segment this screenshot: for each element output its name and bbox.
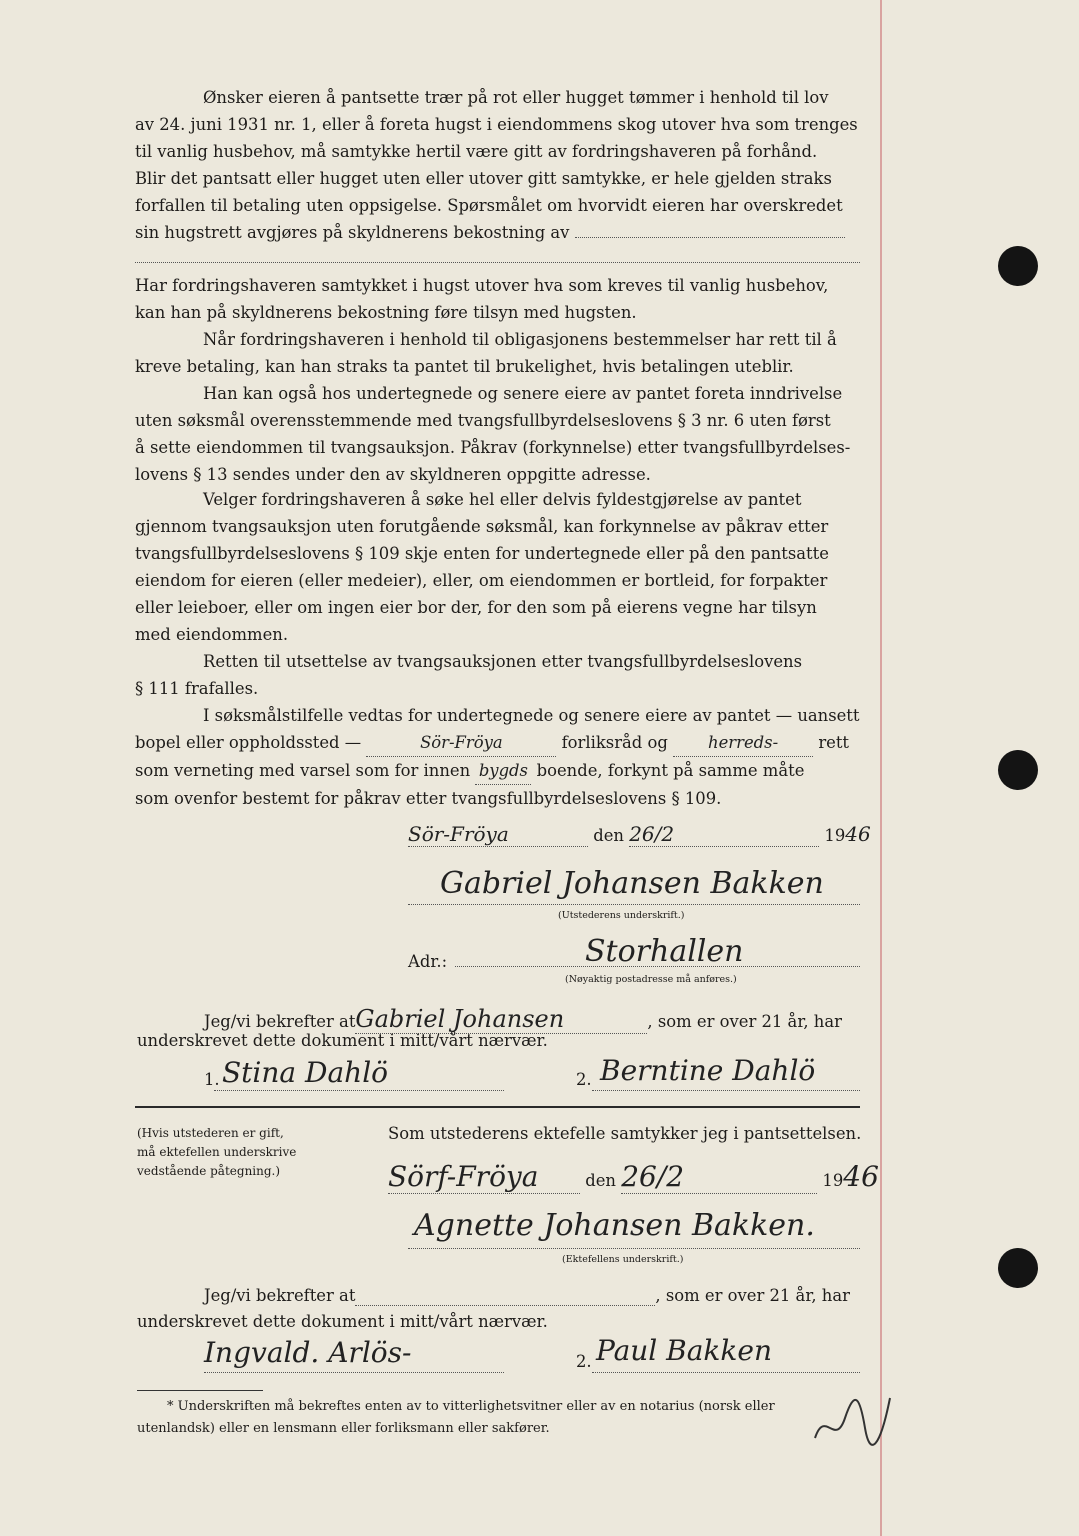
witness2-signature2: Paul Bakken [596, 1334, 772, 1367]
issue-date-line: Sör-Fröya den 26/2 1946 [408, 822, 871, 846]
spouse-place: Sörf-Fröya [388, 1160, 580, 1194]
paragraph-logging: Ønsker eieren å pantsette trær på rot eller hugget tømmer i henhold til lov av 24. juni 1931 nr. 1, eller å foreta hugst i eiendommens skog utover hva som trenges til vanlig husbehov, må samtykke hertil være gitt av fordringshaveren på forhånd. Blir det pantsatt eller hugget uten eller utover gitt samtykke, er hele gjelden straks forfallen til betaling uten oppsigelse. Spørsmålet om hvorvidt eieren har overskredet sin hugstrett avgjøres på skyldnerens bekostning av [135, 88, 858, 242]
issue-date: 26/2 [629, 822, 819, 847]
witness2-name-field [355, 1286, 655, 1306]
spouse-caption: (Ektefellens underskrift.) [562, 1254, 684, 1265]
witness1-num2: 2. [576, 1070, 592, 1089]
section-divider [135, 1106, 860, 1108]
issuer-caption: (Utstederens underskrift.) [558, 910, 685, 921]
witness1-line2: underskrevet dette dokument i mitt/vårt nærvær. [137, 1031, 548, 1050]
signature-line [204, 1372, 504, 1373]
spouse-date-line: Sörf-Fröya den 26/2 1946 [388, 1160, 879, 1193]
margin-line [880, 0, 882, 1536]
spouse-consent: Som utstederens ektefelle samtykker jeg i pantsettelsen. [388, 1124, 862, 1143]
punch-hole [998, 246, 1038, 286]
witness1-line1: Jeg/vi bekrefter atGabriel Johansen , som er over 21 år, har [204, 1005, 842, 1033]
initials-scribble [805, 1378, 905, 1458]
issuer-signature: Gabriel Johansen Bakken [440, 866, 824, 901]
signature-line [408, 904, 860, 905]
district-handwritten: bygds [475, 757, 531, 785]
witness1-signature1: Stina Dahlö [222, 1056, 389, 1089]
paragraph-collection: Han kan også hos undertegnede og senere eiere av pantet foreta inndrivelse uten søksmål overensstemmende med tvangsfullbyrdelseslovens § 3 nr. 6 uten først å sette eiendommen til tvangsauksjon. Påkrav (forkynnelse) etter tvangsfullbyrdelses- lovens § 13 sendes under den av skyldneren oppgitte adresse. [135, 384, 851, 484]
spouse-date: 26/2 [621, 1160, 817, 1194]
address-caption: (Nøyaktig postadresse må anføres.) [565, 974, 737, 985]
footnote: * Underskriften må bekreftes enten av to vitterlighetsvitner eller av en notarius (norsk eller utenlandsk) eller en lensmann eller forliksmann eller sakfører. [137, 1399, 775, 1436]
signature-line [592, 1090, 860, 1091]
address-value: Storhallen [585, 934, 744, 969]
witness2-num2: 2. [576, 1352, 592, 1371]
paragraph-payment: Når fordringshaveren i henhold til obligasjonens bestemmelser har rett til å kreve betaling, kan han straks ta pantet til brukelighet, hvis betalingen uteblir. [135, 330, 837, 376]
signature-line [214, 1090, 504, 1091]
spouse-signature: Agnette Johansen Bakken. [414, 1208, 815, 1243]
blank-field [575, 237, 845, 238]
paragraph-postponement: Retten til utsettelse av tvangsauksjonen etter tvangsfullbyrdelseslovens § 111 frafalles. [135, 652, 803, 698]
address-label: Adr.: [408, 952, 448, 971]
spouse-note: (Hvis utstederen er gift, må ektefellen underskrive vedstående påtegning.) [137, 1126, 297, 1178]
paragraph-auction: Velger fordringshaveren å søke hel eller delvis fyldestgjørelse av pantet gjennom tvangsauksjon uten forutgående søksmål, kan forkynnelse av påkrav etter tvangsfullbyrdelseslovens § 109 skje enten for undertegnede eller på den pantsatte eiendom for eieren (eller medeier), eller, om eiendommen er bortleid, for forpakter eller leieboer, eller om ingen eier bor der, for den som på eierens vegne har tilsyn med eiendommen. [135, 490, 829, 644]
venue-handwritten: Sör-Fröya [366, 729, 556, 757]
witness2-signature1: Ingvald. Arlös- [204, 1336, 412, 1369]
paragraph-venue: I søksmålstilfelle vedtas for undertegnede og senere eiere av pantet — uansett bopel eller oppholdssted — Sör-Fröya forliksråd og herreds- rett som verneting med varsel som for innen bygds boende, forkynt på samme måte som ovenfor bestemt for påkrav etter tvangsfullbyrdelseslovens § 109. [135, 706, 860, 808]
court-handwritten: herreds- [673, 729, 813, 757]
witness2-line2: underskrevet dette dokument i mitt/vårt nærvær. [137, 1312, 548, 1331]
punch-hole [998, 750, 1038, 790]
blank-line [135, 262, 860, 263]
witness1-issuer-name: Gabriel Johansen [355, 1005, 647, 1034]
witness1-signature2: Berntine Dahlö [600, 1054, 816, 1087]
footnote-rule [137, 1390, 263, 1391]
witness1-num1: 1. [204, 1070, 220, 1089]
paragraph-consent: Har fordringshaveren samtykket i hugst utover hva som kreves til vanlig husbehov, kan han på skyldnerens bekostning føre tilsyn med hugsten. [135, 276, 829, 322]
address-line [455, 966, 860, 967]
issue-place: Sör-Fröya [408, 822, 588, 847]
punch-hole [998, 1248, 1038, 1288]
signature-line [592, 1372, 860, 1373]
signature-line [408, 1248, 860, 1249]
witness2-line1: Jeg/vi bekrefter at , som er over 21 år, har [204, 1286, 850, 1305]
